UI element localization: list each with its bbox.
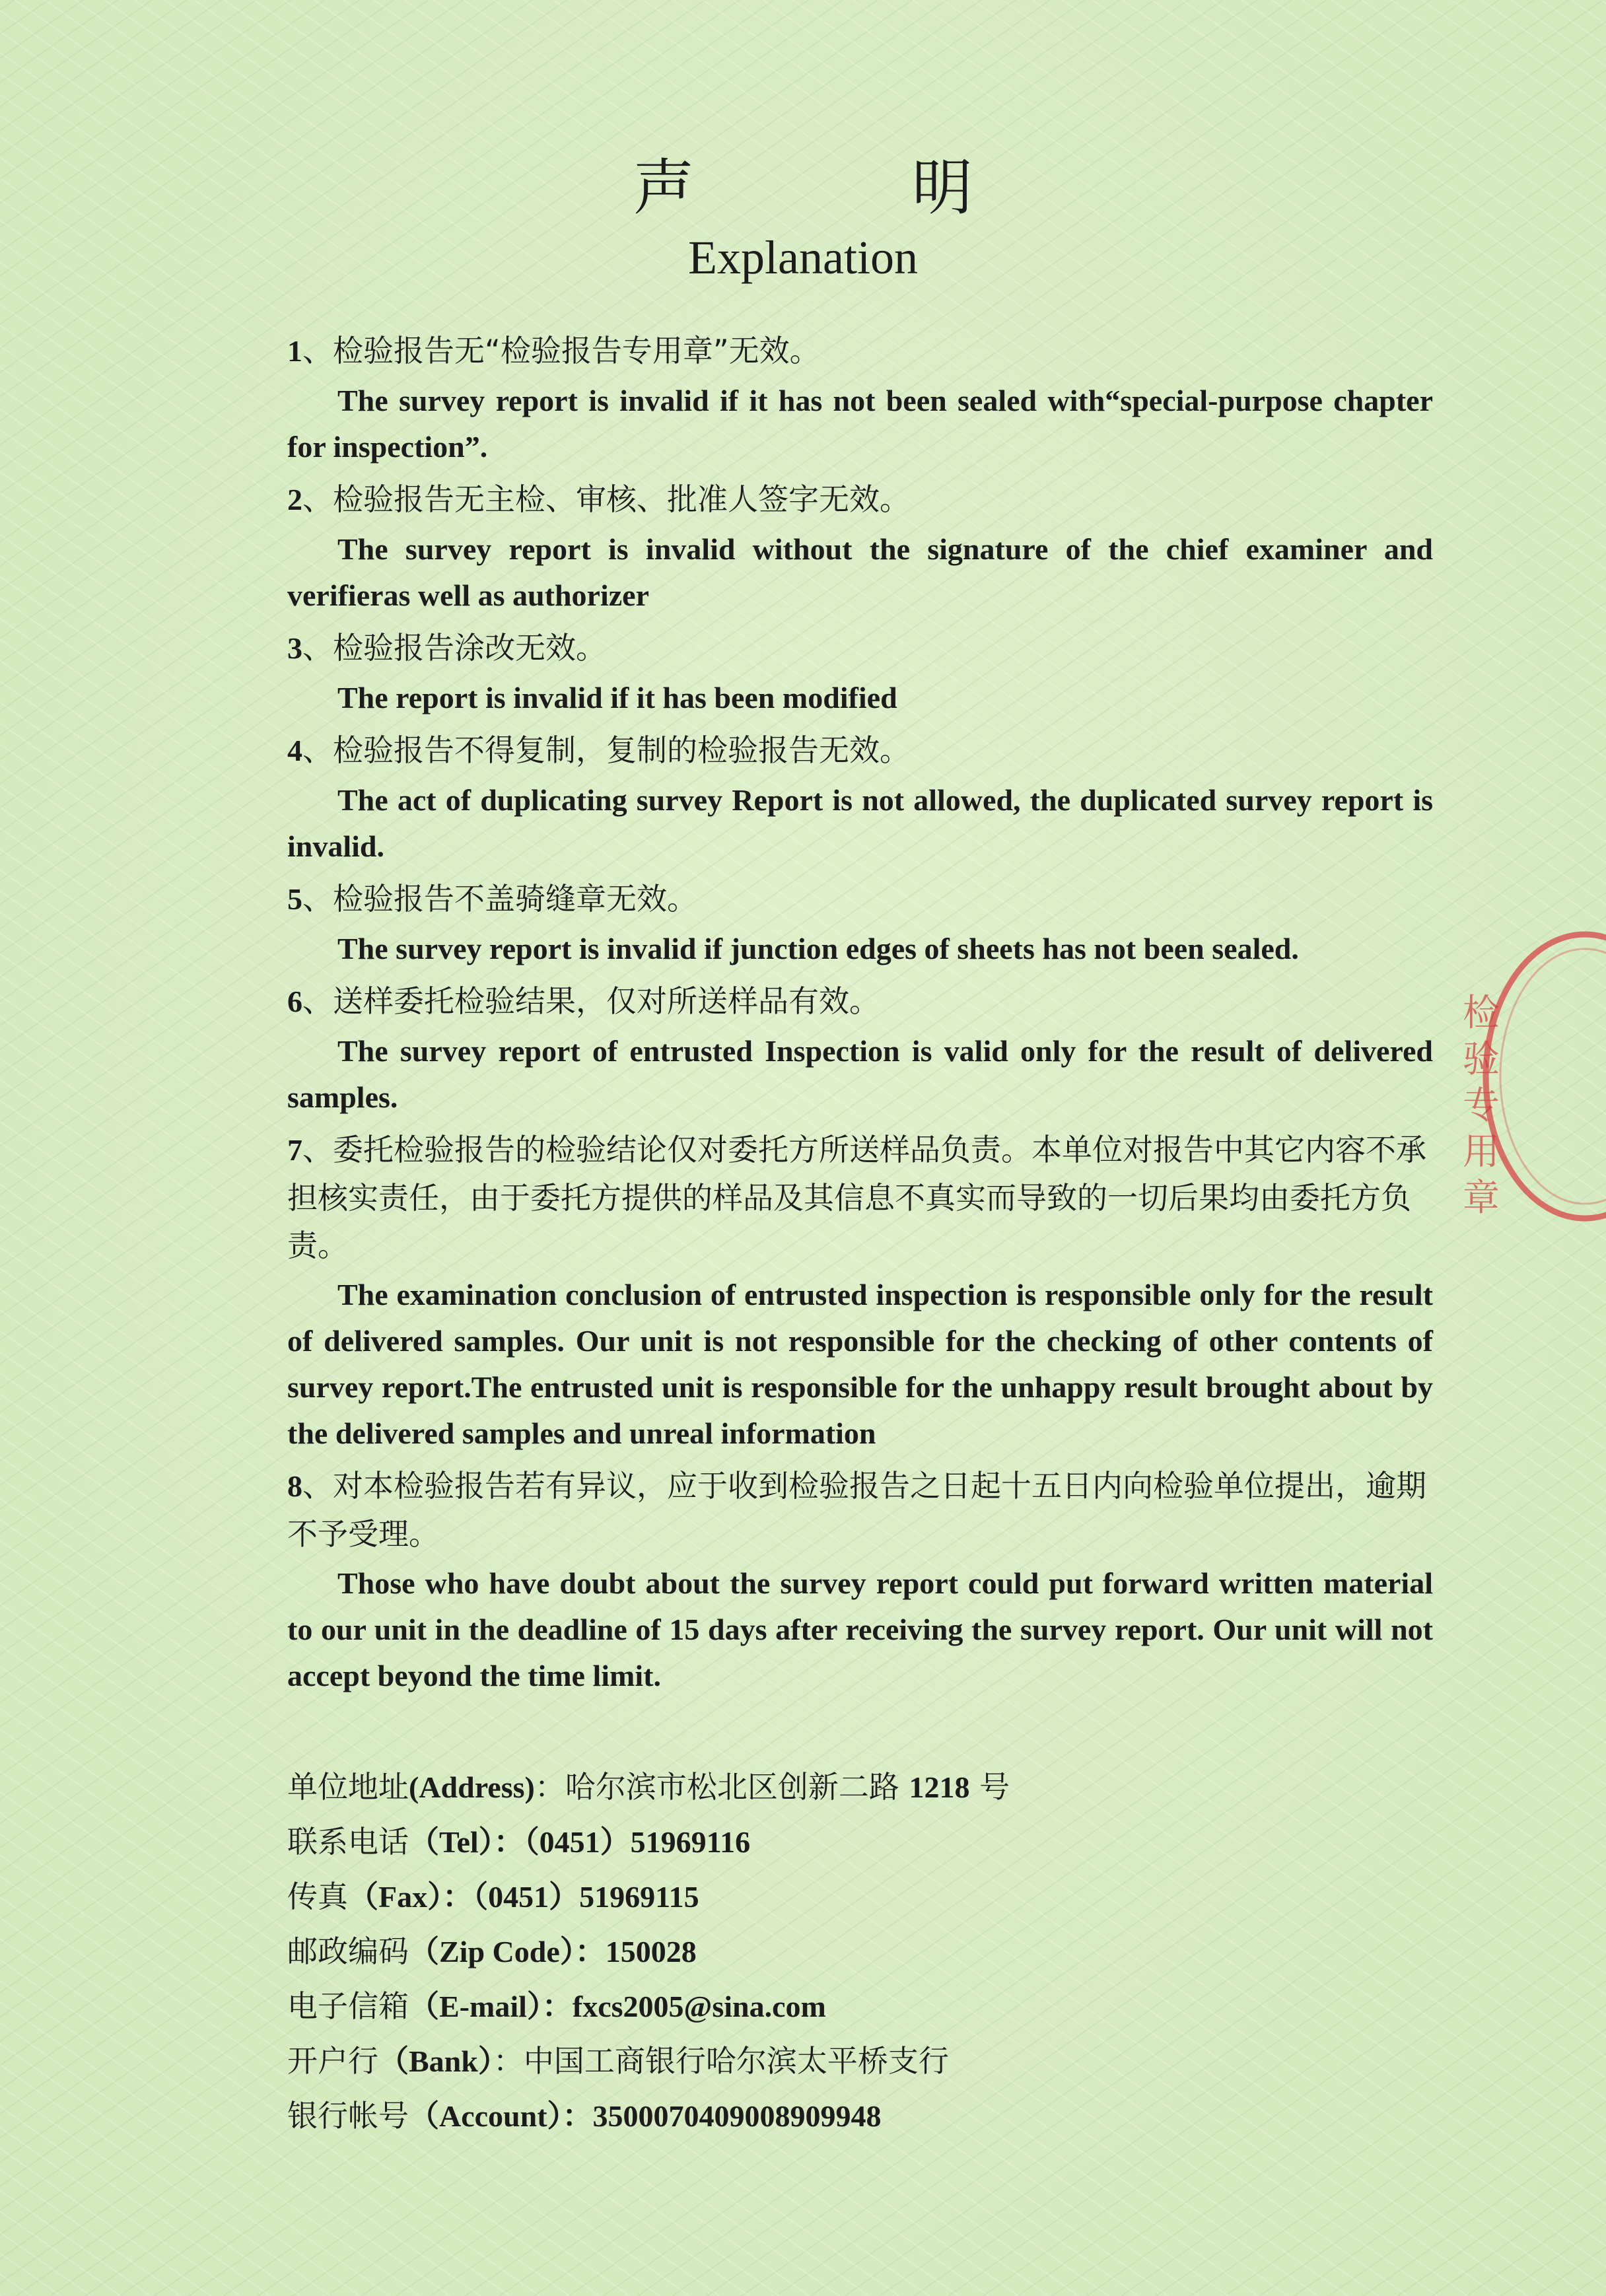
- statement-en: The survey report of entrusted Inspection is valid only for the result of delivered samples.: [287, 1034, 1433, 1114]
- item-text-cn: 、对本检验报告若有异议，应于收到检验报告之日起十五日内向检验单位提出，逾期不予受理。: [287, 1468, 1426, 1552]
- statement-cn: [287, 475, 1433, 524]
- fax-value: ：（0451）51969115: [442, 1880, 699, 1914]
- bank-label: 开户行: [287, 2043, 378, 2079]
- tel-label-en: （Tel）: [409, 1825, 494, 1859]
- statement-en: The survey report is invalid without the signature of the chief examiner and verifieras well as authorizer: [287, 532, 1433, 612]
- statement-item: [287, 1462, 1433, 1699]
- item-number: 4: [287, 734, 302, 767]
- title-chinese: 声明: [633, 153, 1191, 223]
- statement-en: The survey report is invalid if it has not been sealed with“special-purpose chapter for inspection”.: [287, 384, 1433, 464]
- account-value: ：3500070409008909948: [562, 2099, 882, 2133]
- statement-en: The report is invalid if it has been modified: [337, 681, 897, 714]
- bank-label-en: （Bank）: [378, 2044, 493, 2078]
- account-label: 银行帐号: [287, 2098, 409, 2134]
- statement-cn: [287, 1126, 1433, 1269]
- item-number: 7: [287, 1133, 302, 1167]
- item-number: 2: [287, 483, 302, 516]
- seal-stamp-text: 检验专用章: [1463, 992, 1500, 1220]
- item-number: 5: [287, 882, 302, 916]
- statement-item: [287, 1126, 1433, 1457]
- statement-en: The survey report is invalid if junction edges of sheets has not been sealed.: [337, 932, 1299, 965]
- statement-item: [287, 475, 1433, 619]
- contact-info: [287, 1760, 1476, 2143]
- email-value: ：fxcs2005@sina.com: [541, 1990, 826, 2023]
- item-number: 8: [287, 1469, 302, 1503]
- tel-row: [287, 1815, 1476, 1869]
- title-english: Explanation: [688, 231, 918, 284]
- statement-item: [287, 977, 1433, 1121]
- statement-en: The act of duplicating survey Report is not allowed, the duplicated survey report is invalid.: [287, 783, 1433, 863]
- statement-en: The examination conclusion of entrusted inspection is responsible only for the result of delivered samples. Our unit is not responsible for the checking of other contents of survey report.The entrusted unit is responsible for the unhappy result brought about by the delivered samples and unreal information: [287, 1278, 1433, 1450]
- zip-row: [287, 1924, 1476, 1979]
- fax-label: 传真: [287, 1879, 348, 1914]
- account-row: [287, 2089, 1476, 2143]
- address-label-en: (Address): [409, 1770, 535, 1804]
- item-number: 1: [287, 334, 302, 368]
- item-number: 6: [287, 985, 302, 1018]
- tel-value: ：（0451）51969116: [493, 1825, 751, 1859]
- bank-value: ：中国工商银行哈尔滨太平桥支行: [493, 2043, 949, 2079]
- statement-item: [287, 327, 1433, 470]
- item-text-cn: 、检验报告无“检验报告专用章”无效。: [302, 333, 820, 368]
- fax-row: [287, 1869, 1476, 1924]
- item-text-cn: 、检验报告无主检、审核、批准人签字无效。: [302, 481, 910, 517]
- zip-label: 邮政编码: [287, 1933, 409, 1969]
- statement-cn: [287, 977, 1433, 1026]
- email-label: 电子信箱: [287, 1988, 409, 2024]
- fax-label-en: （Fax）: [348, 1880, 443, 1914]
- statement-cn: [287, 624, 1433, 672]
- statement-item: [287, 624, 1433, 721]
- account-label-en: （Account）: [409, 2099, 563, 2133]
- item-number: 3: [287, 631, 302, 665]
- statement-cn: [287, 1462, 1433, 1558]
- bank-row: [287, 2034, 1476, 2089]
- item-text-cn: 、检验报告涂改无效。: [302, 630, 606, 666]
- zip-label-en: （Zip Code）: [409, 1935, 575, 1968]
- address-label: 单位地址: [287, 1769, 409, 1805]
- zip-value: ：150028: [575, 1935, 697, 1968]
- statement-en: Those who have doubt about the survey report could put forward written material to our unit in the deadline of 15 days after receiving the survey report. Our unit will not accept beyond the time limit.: [287, 1566, 1433, 1692]
- tel-label: 联系电话: [287, 1824, 409, 1860]
- address-value: ：哈尔滨市松北区创新二路: [534, 1769, 909, 1805]
- statement-cn: [287, 875, 1433, 923]
- statement-list: [287, 327, 1433, 1704]
- statement-cn: [287, 726, 1433, 775]
- item-text-cn: 、检验报告不得复制，复制的检验报告无效。: [302, 732, 910, 768]
- item-text-cn: 、委托检验报告的检验结论仅对委托方所送样品负责。本单位对报告中其它内容不承担核实责任，由于委托方提供的样品及其信息不真实而导致的一切后果均由委托方负责。: [287, 1132, 1426, 1263]
- address-number: 1218: [909, 1770, 970, 1804]
- item-text-cn: 、送样委托检验结果，仅对所送样品有效。: [302, 983, 880, 1019]
- statement-item: [287, 875, 1433, 972]
- address-row: [287, 1760, 1476, 1815]
- email-label-en: （E-mail）: [409, 1990, 542, 2023]
- address-suffix: 号: [969, 1769, 1010, 1805]
- item-text-cn: 、检验报告不盖骑缝章无效。: [302, 881, 697, 917]
- statement-cn: [287, 327, 1433, 375]
- email-row: [287, 1979, 1476, 2034]
- statement-item: [287, 726, 1433, 870]
